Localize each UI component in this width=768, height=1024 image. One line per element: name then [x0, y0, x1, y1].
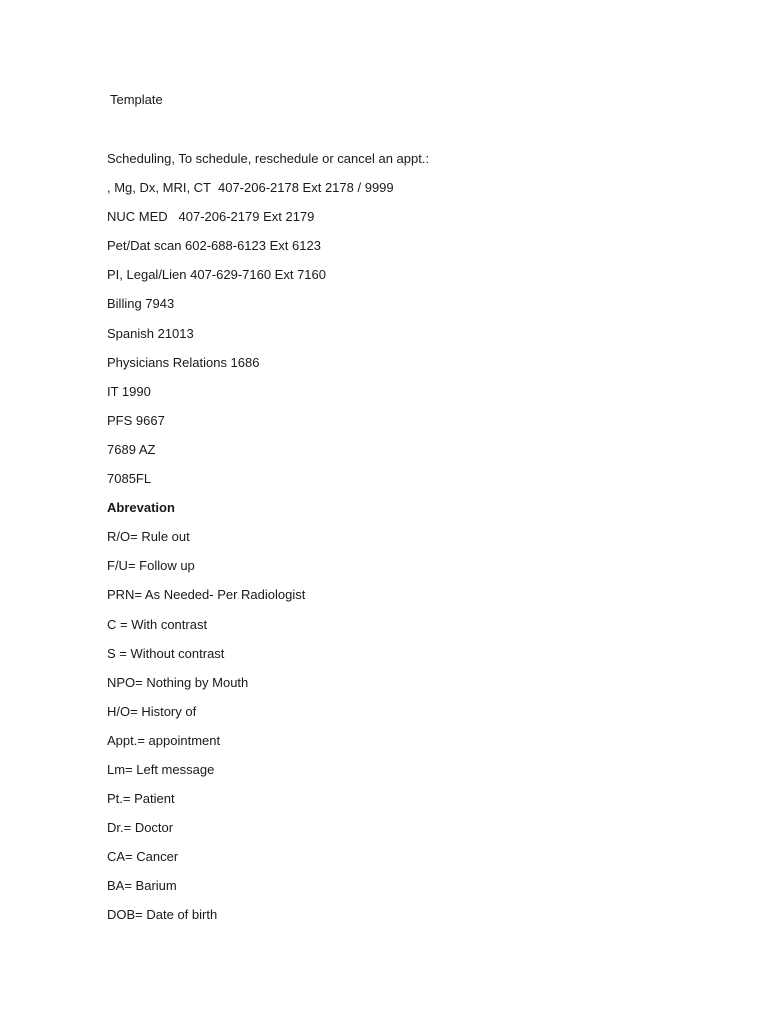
abbreviation-item: CA= Cancer: [107, 849, 179, 865]
phone-line-pi-legal-lien: PI, Legal/Lien 407-629-7160 Ext 7160: [107, 267, 327, 283]
abbreviation-item: S = Without contrast: [107, 645, 225, 661]
abbreviation-item: Appt.= appointment: [107, 732, 221, 748]
abbreviation-heading: Abrevation: [107, 500, 175, 516]
phone-line-physicians-relations: Physicians Relations 1686: [107, 354, 260, 370]
abbreviation-item: Dr.= Doctor: [107, 820, 174, 836]
document-title: Template: [110, 92, 163, 107]
abbreviation-item: R/O= Rule out: [107, 529, 190, 545]
document-body: [107, 150, 429, 936]
phone-line-mg-dx-mri-ct: , Mg, Dx, MRI, CT 407-206-2178 Ext 2178 / 9999: [107, 180, 394, 196]
abbreviation-item: H/O= History of: [107, 703, 197, 719]
phone-line-billing: Billing 7943: [107, 296, 175, 312]
phone-line-pfs: PFS 9667: [107, 412, 165, 428]
abbreviation-item: BA= Barium: [107, 878, 177, 894]
scheduling-line: Scheduling, To schedule, reschedule or cancel an appt.:: [107, 151, 430, 166]
phone-line-nuc-med: NUC MED 407-206-2179 Ext 2179: [107, 209, 315, 225]
phone-line-fl: 7085FL: [107, 471, 152, 487]
abbreviation-item: DOB= Date of birth: [107, 907, 218, 923]
phone-line-pet-dat-scan: Pet/Dat scan 602-688-6123 Ext 6123: [107, 238, 321, 254]
abbreviation-item: C = With contrast: [107, 616, 208, 632]
abbreviation-item: Pt.= Patient: [107, 791, 175, 807]
abbreviation-item: F/U= Follow up: [107, 558, 195, 574]
abbreviation-item: NPO= Nothing by Mouth: [107, 674, 249, 690]
phone-line-spanish: Spanish 21013: [107, 325, 194, 341]
phone-line-az: 7689 AZ: [107, 441, 156, 457]
phone-line-it: IT 1990: [107, 383, 151, 399]
abbreviation-item: Lm= Left message: [107, 761, 215, 777]
abbreviation-item: PRN= As Needed- Per Radiologist: [107, 587, 306, 603]
